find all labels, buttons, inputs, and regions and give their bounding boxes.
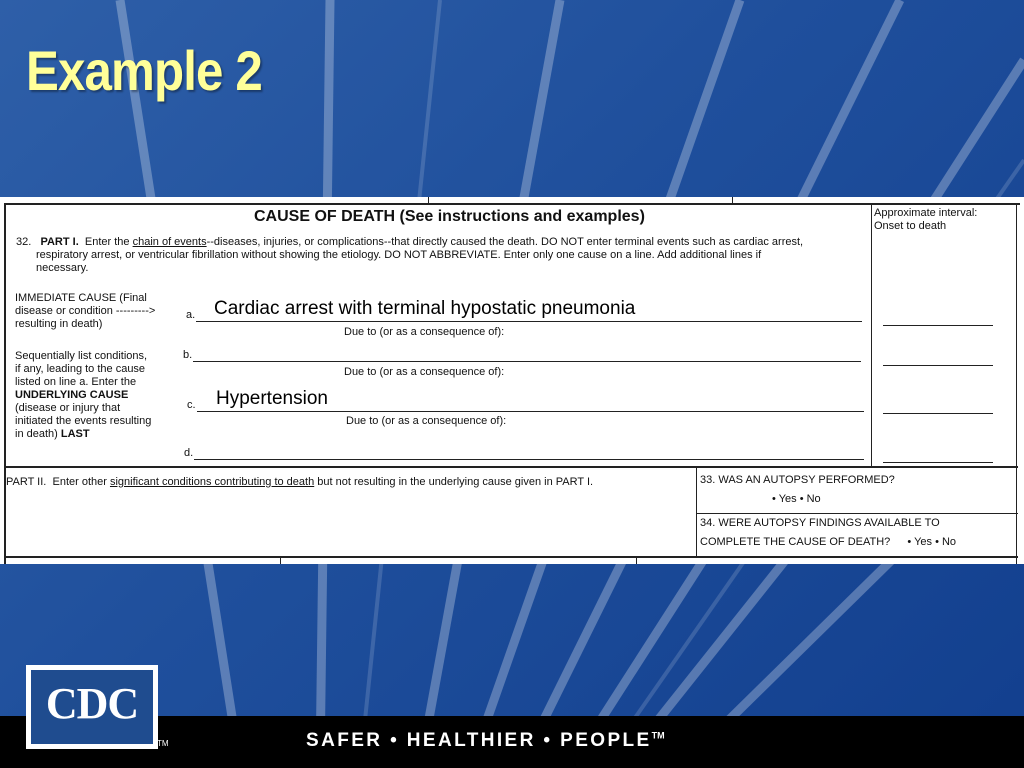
logo-trademark: TM [157, 739, 169, 748]
line-letter-a: a. [186, 309, 196, 321]
interval-line-d[interactable] [883, 462, 993, 463]
interval-line-a[interactable] [883, 325, 993, 326]
part2-instructions: PART II. Enter other significant conditions contributing to death but not resulting in the underlying cause given in PART I. [6, 476, 594, 488]
q34-autopsy-findings-line1: 34. WERE AUTOPSY FINDINGS AVAILABLE TO [700, 517, 940, 529]
line-letter-c: c. [187, 399, 196, 411]
immediate-cause-label: IMMEDIATE CAUSE (Final disease or condition ---------> resulting in death) [15, 292, 156, 330]
cause-line-c[interactable] [197, 411, 864, 412]
q33-options[interactable]: • Yes • No [772, 493, 821, 505]
cdc-logo [26, 665, 158, 749]
cause-of-death-heading: CAUSE OF DEATH (See instructions and examples) [254, 208, 645, 225]
part1-instructions: 32. PART I. Enter the chain of events--diseases, injuries, or complications--that directly caused the death. DO NOT enter terminal events such as cardiac arrest, respiratory arrest, or ventricular fibrillation without showing the etiology. DO NOT ABBREVIATE. Enter only one cause on a line. Add additional lines if necessary. [16, 236, 804, 274]
interval-header: Approximate interval: Onset to death [874, 207, 978, 232]
cdc-logo-text: CDC [31, 670, 153, 744]
sequential-conditions-label: Sequentially list conditions, if any, leading to the cause listed on line a. Enter the UNDERLYING CAUSE (disease or injury that initiated the events resulting in death) LAST [15, 350, 152, 440]
tagline: SAFER • HEALTHIER • PEOPLE™ [306, 730, 665, 751]
significant-conditions-link: significant conditions contributing to death [109, 476, 315, 488]
entry-line-c: Hypertension [216, 388, 328, 409]
entry-line-a: Cardiac arrest with terminal hypostatic pneumonia [214, 298, 636, 319]
q34-options[interactable]: • Yes • No [907, 536, 957, 548]
cause-line-b[interactable] [193, 361, 861, 362]
line-letter-b: b. [183, 349, 193, 361]
q33-autopsy-performed: 33. WAS AN AUTOPSY PERFORMED? [700, 474, 895, 486]
chain-of-events-link: chain of events [132, 236, 207, 248]
interval-line-b[interactable] [883, 365, 993, 366]
due-to-label-c: Due to (or as a consequence of): [346, 415, 507, 427]
interval-line-c[interactable] [883, 413, 993, 414]
cause-line-a[interactable] [196, 321, 862, 322]
cause-line-d[interactable] [194, 459, 864, 460]
slide-title: Example 2 [26, 39, 262, 102]
due-to-label-a: Due to (or as a consequence of): [344, 326, 505, 338]
q34-autopsy-findings-line2: COMPLETE THE CAUSE OF DEATH? • Yes • No [700, 536, 957, 548]
due-to-label-b: Due to (or as a consequence of): [344, 366, 505, 378]
line-letter-d: d. [184, 447, 194, 459]
death-certificate-form [0, 197, 1024, 564]
